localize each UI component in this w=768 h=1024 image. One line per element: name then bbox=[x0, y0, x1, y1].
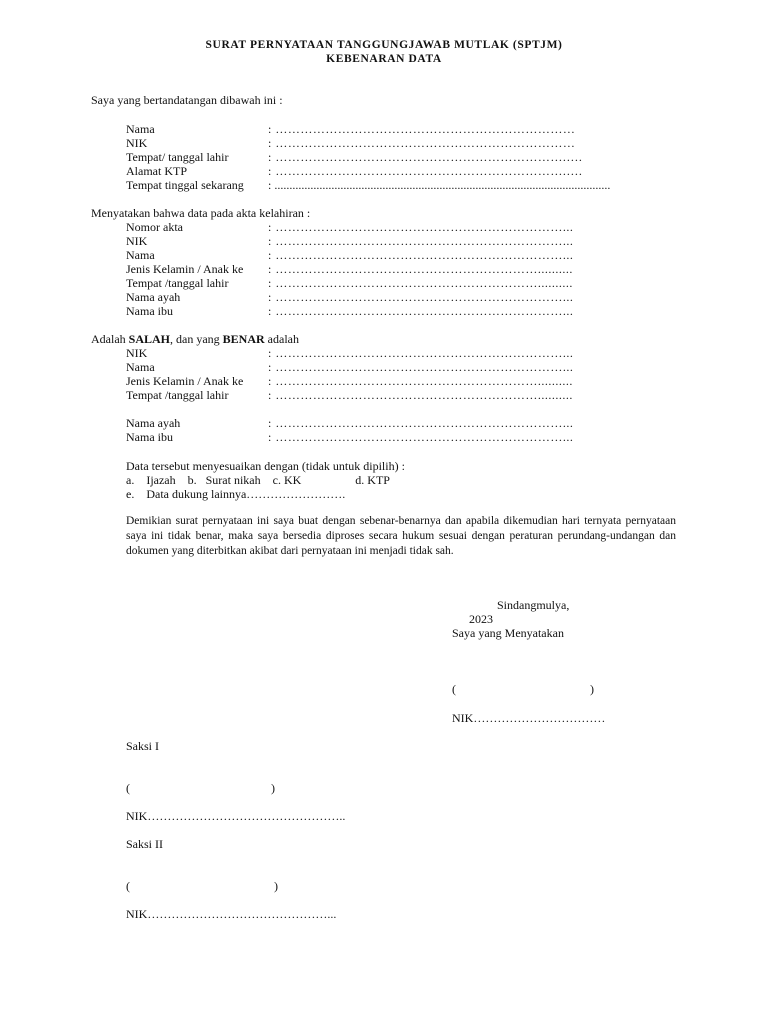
document-subtitle: KEBENARAN DATA bbox=[326, 53, 442, 65]
row-value: : ……………………………………………………………... bbox=[268, 220, 574, 234]
row-label: Nama bbox=[126, 248, 155, 262]
witness1-nik: NIK………………………………………….. bbox=[126, 809, 346, 823]
row-label: Tempat tinggal sekarang bbox=[126, 178, 244, 192]
birth-section-heading: Menyatakan bahwa data pada akta kelahiran : bbox=[91, 206, 311, 220]
row-label: Nama ibu bbox=[126, 304, 173, 318]
witness1-close-paren: ) bbox=[271, 781, 275, 795]
row-label: Nama bbox=[126, 360, 155, 374]
row-label: Jenis Kelamin / Anak ke bbox=[126, 262, 244, 276]
row-label: Nama bbox=[126, 122, 155, 136]
correct-row-birthplace bbox=[126, 388, 646, 402]
row-value: : ……………………………………………………………… bbox=[268, 122, 576, 136]
correct-row-gender bbox=[126, 374, 646, 388]
row-label: Nama ibu bbox=[126, 430, 173, 444]
row-label: Tempat/ tanggal lahir bbox=[126, 150, 229, 164]
correct-row-mother bbox=[126, 430, 646, 444]
correct-row-nik bbox=[126, 346, 646, 360]
row-value: : ……………………………………………………………... bbox=[268, 416, 574, 430]
birth-row-father bbox=[126, 290, 646, 304]
signer-row-birth bbox=[126, 150, 646, 164]
row-value: : ……………………………………………………………... bbox=[268, 360, 574, 374]
row-value: : ……………………………………………………………... bbox=[268, 234, 574, 248]
birth-row-birthplace bbox=[126, 276, 646, 290]
correct-row-name bbox=[126, 360, 646, 374]
row-label: Nomor akta bbox=[126, 220, 183, 234]
evidence-options: a. Ijazah b. Surat nikah c. KK d. KTP bbox=[126, 473, 390, 487]
evidence-other: e. Data dukung lainnya……………………. bbox=[126, 487, 346, 501]
witness1-open-paren: ( bbox=[126, 781, 130, 795]
signature-open-paren: ( bbox=[452, 682, 456, 696]
intro-text: Saya yang bertandatangan dibawah ini : bbox=[91, 93, 283, 107]
heading-text: adalah bbox=[264, 332, 299, 346]
heading-correct: BENAR bbox=[222, 332, 265, 346]
witness1-label: Saksi I bbox=[126, 739, 159, 753]
document-title: SURAT PERNYATAAN TANGGUNGJAWAB MUTLAK (SPTJM) bbox=[205, 39, 563, 51]
row-value: : ……………………………………………………….......... bbox=[268, 388, 573, 402]
birth-row-gender bbox=[126, 262, 646, 276]
signer-row-name bbox=[126, 122, 646, 136]
signer-row-residence bbox=[126, 178, 646, 192]
signer-row-nik bbox=[126, 136, 646, 150]
heading-text: Adalah bbox=[91, 332, 129, 346]
row-value: : ……………………………………………………………... bbox=[268, 248, 574, 262]
witness2-open-paren: ( bbox=[126, 879, 130, 893]
row-value: : …………………………………………………………….…. bbox=[268, 150, 583, 164]
row-label: NIK bbox=[126, 346, 148, 360]
witness2-label: Saksi II bbox=[126, 837, 163, 851]
evidence-heading: Data tersebut menyesuaikan dengan (tidak untuk dipilih) : bbox=[126, 459, 405, 473]
row-label: Nama ayah bbox=[126, 416, 181, 430]
row-value: : ……………………………………………………….......... bbox=[268, 262, 573, 276]
correct-row-father bbox=[126, 416, 646, 430]
row-value: : ……………………………………………………………... bbox=[268, 290, 574, 304]
heading-text: , dan yang bbox=[170, 332, 223, 346]
row-label: Tempat /tanggal lahir bbox=[126, 276, 229, 290]
signature-year: 2023 bbox=[469, 612, 493, 626]
row-label: NIK bbox=[126, 136, 148, 150]
heading-wrong: SALAH bbox=[128, 332, 170, 346]
row-value: : ……………………………………………………………… bbox=[268, 136, 576, 150]
birth-row-certificate-number bbox=[126, 220, 646, 234]
row-label: Nama ayah bbox=[126, 290, 181, 304]
signature-close-paren: ) bbox=[590, 682, 594, 696]
row-value: : ……………………………………………………………... bbox=[268, 304, 574, 318]
row-value: : …………………………………………………………….…. bbox=[268, 164, 583, 178]
birth-row-mother bbox=[126, 304, 646, 318]
signature-nik: NIK…………………………… bbox=[452, 711, 606, 725]
row-value: : ……………………………………………………………... bbox=[268, 430, 574, 444]
signature-place: Sindangmulya, bbox=[497, 598, 570, 612]
row-label: Alamat KTP bbox=[126, 164, 187, 178]
birth-row-name bbox=[126, 248, 646, 262]
birth-row-nik bbox=[126, 234, 646, 248]
closing-paragraph: Demikian surat pernyataan ini saya buat dengan sebenar-benarnya dan apabila dikemudian hari ternyata pernyataan saya ini tidak benar, maka saya bersedia diproses secara hukum sesuai dengan peraturan perundang-undangan dan dokumen yang diterbitkan akibat dari pernyataan ini menjadi tidak sah. bbox=[126, 515, 676, 557]
signer-row-address bbox=[126, 164, 646, 178]
row-value: : ……………………………………………………….......... bbox=[268, 276, 573, 290]
row-value: : ……………………………………………………………... bbox=[268, 346, 574, 360]
witness2-close-paren: ) bbox=[274, 879, 278, 893]
witness2-nik: NIK………………………………………... bbox=[126, 907, 337, 921]
row-value: : ................................................................................................................ bbox=[268, 178, 611, 192]
row-value: : ……………………………………………………….......... bbox=[268, 374, 573, 388]
row-label: Jenis Kelamin / Anak ke bbox=[126, 374, 244, 388]
correct-section-heading bbox=[91, 332, 299, 346]
row-label: NIK bbox=[126, 234, 148, 248]
row-label: Tempat /tanggal lahir bbox=[126, 388, 229, 402]
signature-declarant: Saya yang Menyatakan bbox=[452, 626, 564, 640]
